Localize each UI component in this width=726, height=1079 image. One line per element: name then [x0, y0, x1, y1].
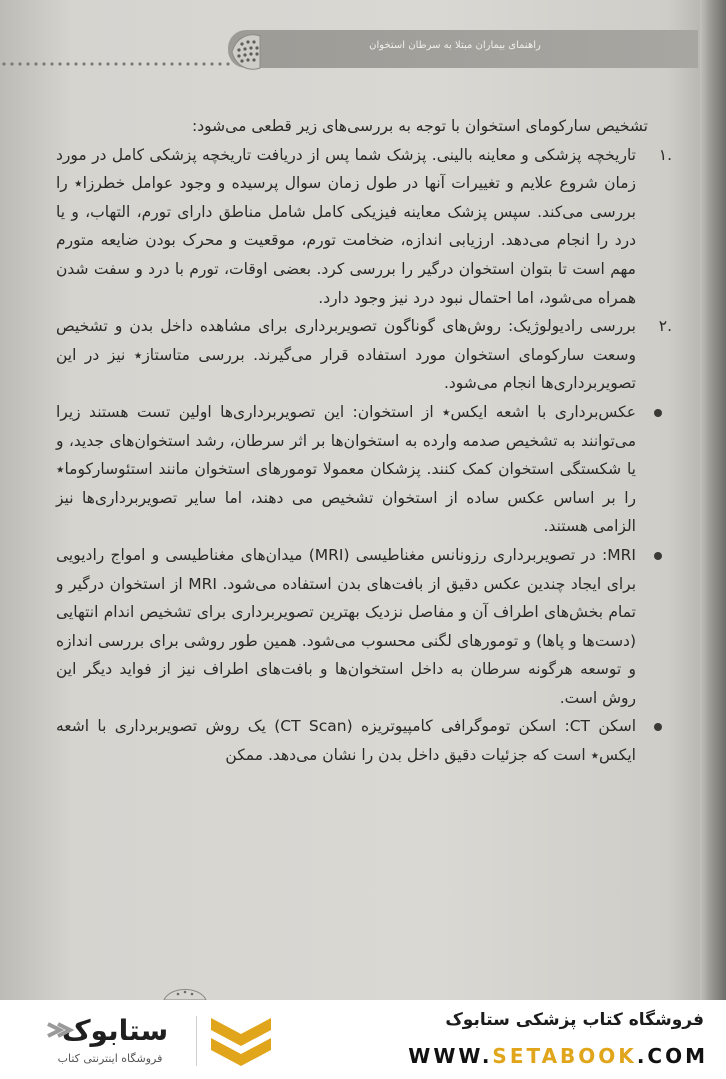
- logo-word-text: ستابوک: [61, 1014, 169, 1047]
- numbered-item: [56, 312, 696, 398]
- bullet-icon: [654, 723, 662, 731]
- bullet-text: اسکن CT: اسکن توموگرافی کامپیوتریزه (CT Scan) یک روش تصویربرداری با اشعه ایکس٭ است که جزئیات دقیق داخل بدن را نشان می‌دهد. ممکن: [56, 717, 637, 765]
- setabook-wordmark-logo: [40, 1010, 190, 1050]
- page-body: [56, 112, 696, 770]
- header-dotted-rule: [0, 60, 232, 68]
- bullet-icon: [654, 409, 662, 417]
- intro-paragraph: تشخیص سارکومای استخوان با توجه به بررسی‌های زیر قطعی می‌شود:: [192, 117, 648, 135]
- bullet-item: [56, 541, 696, 713]
- logo-divider: [196, 1016, 197, 1066]
- item-text: تاریخچه پزشکی و معاینه بالینی. پزشک شما پس از دریافت تاریخچه پزشکی کامل در مورد زمان شروع علایم و تغییرات آنها در طول زمان سوال پرسیده و وجود عوامل خطرزا٭ را بررسی می‌کند. سپس پزشک معاینه فیزیکی کامل شامل مناطق دارای تورم، التهاب، و یا درد را انجام می‌دهد. ارزیابی اندازه، ضخامت تورم، موقعیت و محرک بودن ضایعه متورم مهم است تا بتوان استخوان درگیر را بررسی کرد. بعضی اوقات، تورم با درد و سفت شدن همراه می‌شود، اما احتمال نبود درد نیز وجود دارد.: [56, 145, 636, 307]
- bullet-item: [56, 398, 696, 541]
- url-brand: SETABOOK: [492, 1044, 637, 1068]
- logo-tagline: فروشگاه اینترنتی کتاب: [57, 1052, 163, 1065]
- book-spine-shadow: [700, 0, 726, 1000]
- shop-url[interactable]: [358, 1044, 708, 1070]
- item-text: بررسی رادیولوژیک: روش‌های گوناگون تصویربرداری برای مشاهده داخل بدن و تشخیص وسعت سارکومای استخوان مورد استفاده قرار می‌گیرند. بررسی متاستاز٭ نیز در این تصویربرداری‌ها انجام می‌شود.: [56, 317, 636, 393]
- item-number: .۲: [658, 317, 672, 336]
- item-number: .۱: [658, 145, 672, 164]
- header-ornament-icon: [226, 30, 276, 74]
- bullet-icon: [654, 552, 662, 560]
- url-prefix: WWW.: [408, 1044, 493, 1068]
- bullet-item: [56, 712, 696, 769]
- url-suffix: .COM: [636, 1044, 708, 1068]
- setabook-chevron-logo-icon: [205, 1012, 277, 1070]
- bullet-text: MRI: در تصویربرداری رزونانس مغناطیسی (MRI) میدان‌های مغناطیسی و امواج رادیویی برای ایجاد چندین عکس دقیق از بافت‌های بدن استفاده می‌شود. MRI از استخوان درگیر و تمام بخش‌های اطراف آن و مفاصل نزدیک بهترین تصویربرداری برای تشخیص اندام انتهایی (دست‌ها و پاها) و تومورهای لگنی محسوب می‌شود. همین طور روشی برای بررسی اندازه و توسعه هرگونه سرطان به داخل استخوان‌ها و بافت‌های اطراف نیز از فواید دیگر این روش است.: [56, 545, 637, 707]
- numbered-item: [56, 141, 696, 313]
- bullet-text: عکس‌برداری با اشعه ایکس٭ از استخوان: این تصویربرداری‌ها اولین تست هستند زیرا می‌توانند به تشخیص صدمه وارده به استخوان‌ها بر اثر سرطان، رشد استخوان‌های جدید، و یا شکستگی استخوان کمک کنند. پزشکان معمولا تومورهای استخوان مانند استئوسارکوما٭ را بر اساس عکس ساده از استخوان تشخیص می دهند، اما سایر تصویربرداری‌ها نیز الزامی هستند.: [56, 402, 636, 536]
- store-footer-banner: [0, 1000, 726, 1079]
- shop-name: فروشگاه کتاب پزشکی ستابوک: [445, 1010, 704, 1030]
- footer-ornament-icon: [160, 978, 210, 1000]
- running-title: راهنمای بیماران مبتلا به سرطان استخوان: [369, 40, 541, 51]
